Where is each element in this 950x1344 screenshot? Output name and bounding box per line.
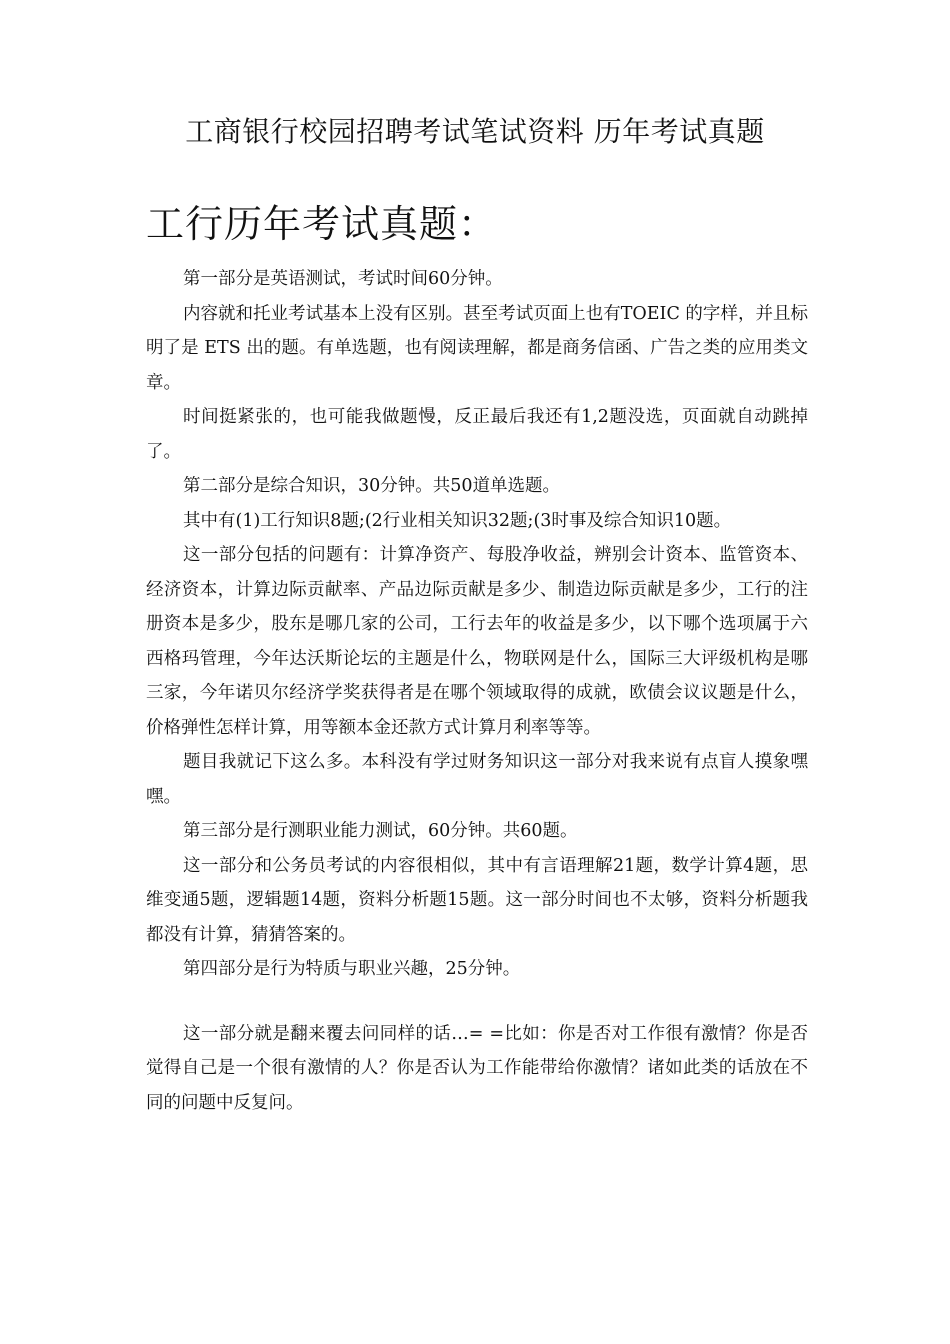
paragraph-part-two: 第二部分是综合知识，30分钟。共50道单选题。 [183, 476, 561, 496]
paragraph-part-three: 第三部分是行测职业能力测试，60分钟。共60题。 [183, 821, 578, 841]
document-title: 工商银行校园招聘考试笔试资料 历年考试真题 [185, 115, 765, 148]
section-heading: 工行历年考试真题： [146, 202, 498, 246]
paragraph-question-breakdown: 其中有(1)工行知识8题;(2行业相关知识32题;(3时事及综合知识10题。 [183, 510, 732, 531]
paragraph-personality-questions: 这一部分就是翻来覆去问同样的话…= =比如：你是否对工作很有激情？你是否觉得自己是一个很有激情的人？你是否认为工作能带给你激情？诸如此类的话放在不同的问题中反复问。 [146, 1023, 808, 1113]
document-body [146, 262, 808, 1120]
paragraph-time-pressure: 时间挺紧张的，也可能我做题慢，反正最后我还有1,2题没选，页面就自动跳掉了。 [146, 407, 808, 462]
paragraph-aptitude-details: 这一部分和公务员考试的内容很相似，其中有言语理解21题，数学计算4题，思维变通5题，逻辑题14题，资料分析题15题。这一部分时间也不太够，资料分析题我都没有计算，猜猜答案的。 [146, 855, 808, 945]
paragraph-recollection: 题目我就记下这么多。本科没有学过财务知识这一部分对我来说有点盲人摸象嘿嘿。 [146, 752, 808, 807]
paragraph-part-one: 第一部分是英语测试，考试时间60分钟。 [183, 269, 503, 289]
paragraph-english-content: 内容就和托业考试基本上没有区别。甚至考试页面上也有TOEIC 的字样，并且标明了是 ETS 出的题。有单选题，也有阅读理解，都是商务信函、广告之类的应用类文章。 [146, 303, 808, 393]
paragraph-knowledge-topics: 这一部分包括的问题有：计算净资产、每股净收益，辨别会计资本、监管资本、经济资本，计算边际贡献率、产品边际贡献是多少、制造边际贡献是多少，工行的注册资本是多少，股东是哪几家的公司，工行去年的收益是多少，以下哪个选项属于六西格玛管理，今年达沃斯论坛的主题是什么，物联网是什么，国际三大评级机构是哪三家，今年诺贝尔经济学奖获得者是在哪个领域取得的成就，欧债会议议题是什么，价格弹性怎样计算，用等额本金还款方式计算月利率等等。 [146, 545, 808, 738]
paragraph-part-four: 第四部分是行为特质与职业兴趣，25分钟。 [183, 959, 521, 979]
